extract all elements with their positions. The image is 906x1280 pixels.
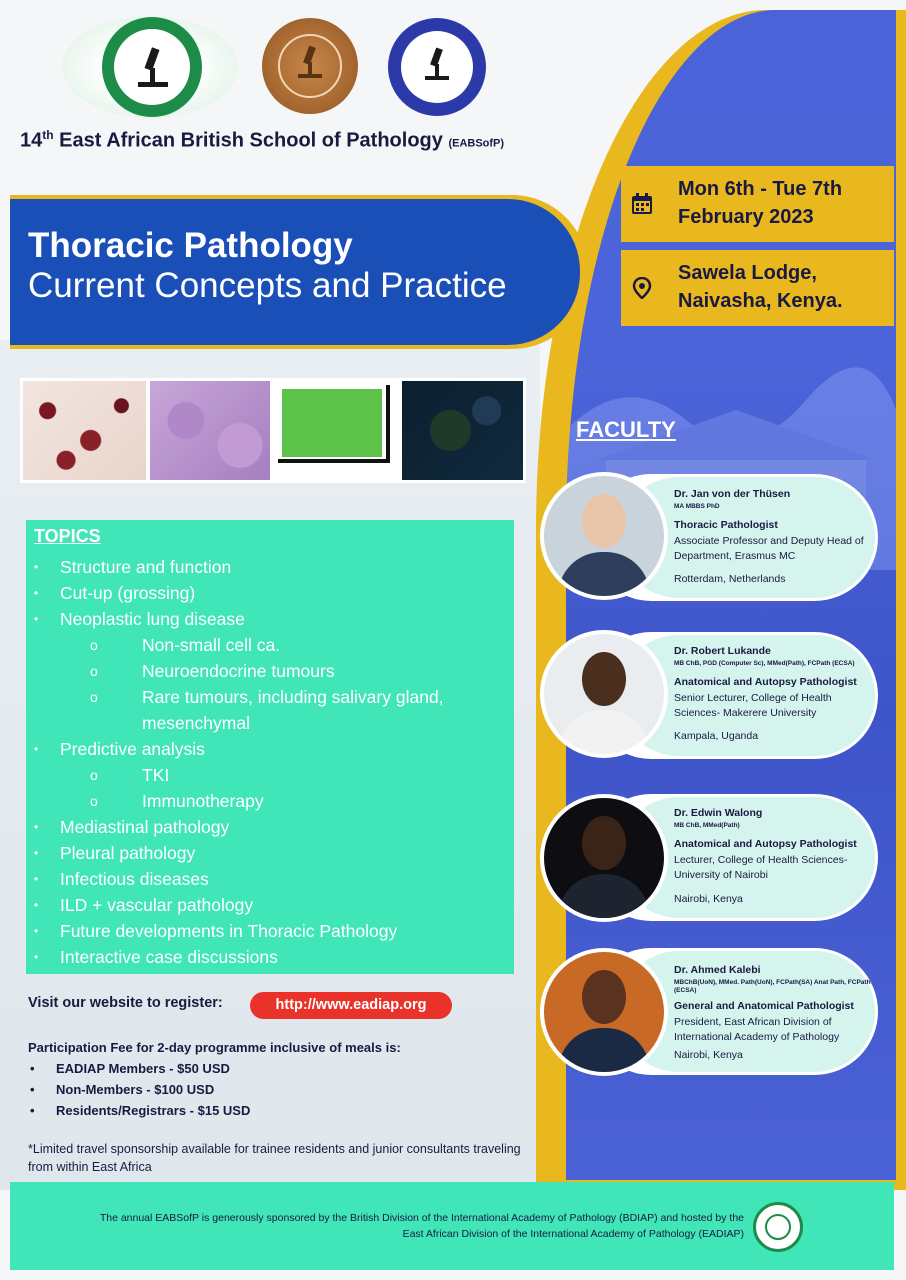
- topic-subitem: o Neuroendocrine tumours: [90, 661, 335, 681]
- microscope-icon: [417, 46, 457, 86]
- school-title: 14th East African British School of Pathology (EABSofP): [20, 128, 505, 152]
- faculty-location: Kampala, Uganda: [674, 730, 759, 742]
- topic-subitem: o TKI: [90, 765, 170, 785]
- location-pin-icon: [631, 277, 653, 299]
- footer-sponsor-text: The annual EABSofP is generously sponsored by the British Division of the International Academy of Pathology (BDIAP) and hosted by the East African Division of the International Academy of Pathology (EADIAP): [99, 1212, 744, 1240]
- topic-item: • Structure and function: [34, 557, 232, 577]
- topics-heading: TOPICS: [34, 526, 101, 546]
- calendar-icon: [631, 193, 653, 215]
- histology-image: [150, 381, 270, 480]
- iap-logo-blue: [388, 18, 486, 116]
- microscope-icon: [126, 44, 178, 94]
- topic-item: • ILD + vascular pathology: [34, 895, 254, 915]
- topic-subitem: o Non-small cell ca.: [90, 635, 281, 655]
- iap-logo-green: [62, 16, 238, 118]
- gross-specimen-image: [274, 381, 398, 480]
- topic-item: • Future developments in Thoracic Pathology: [34, 921, 398, 941]
- fee-item: • EADIAP Members - $50 USD: [30, 1061, 230, 1076]
- venue-line-1: Sawela Lodge,: [678, 262, 817, 284]
- faculty-name: Dr. Robert Lukande: [674, 645, 771, 657]
- faculty-role: General and Anatomical Pathologist: [674, 1000, 854, 1012]
- fee-item: • Non-Members - $100 USD: [30, 1082, 215, 1097]
- faculty-role: Anatomical and Autopsy Pathologist: [674, 676, 857, 688]
- fee-item: • Residents/Registrars - $15 USD: [30, 1103, 251, 1118]
- venue-line-2: Naivasha, Kenya.: [678, 290, 843, 312]
- histology-image-strip: [20, 378, 526, 483]
- sponsorship-note: *Limited travel sponsorship available for trainee residents and junior consultants traveling from within East Africa: [28, 1142, 521, 1174]
- faculty-photo: [540, 472, 668, 600]
- immunofluorescence-image: [402, 381, 523, 480]
- faculty-name: Dr. Edwin Walong: [674, 807, 763, 819]
- faculty-location: Nairobi, Kenya: [674, 1049, 743, 1061]
- topic-subitem: o Immunotherapy: [90, 791, 264, 811]
- faculty-description: Senior Lecturer, College of Health Sciences- Makerere University: [674, 692, 832, 719]
- topic-item: • Mediastinal pathology: [34, 817, 230, 837]
- iap-footer-logo: [753, 1202, 803, 1252]
- register-link[interactable]: http://www.eadiap.org: [250, 992, 452, 1019]
- faculty-name: Dr. Jan von der Thüsen: [674, 488, 791, 500]
- faculty-name: Dr. Ahmed Kalebi: [674, 964, 761, 976]
- fee-heading: Participation Fee for 2-day programme inclusive of meals is:: [28, 1040, 401, 1055]
- register-label: Visit our website to register:: [28, 995, 223, 1011]
- faculty-location: Nairobi, Kenya: [674, 893, 743, 905]
- faculty-credentials: MB ChB, PGD (Computer Sc), MMed(Path), FCPath (ECSA): [674, 660, 855, 667]
- faculty-description: Associate Professor and Deputy Head of Department, Erasmus MC: [674, 535, 864, 562]
- faculty-photo: [540, 630, 668, 758]
- date-line-2: February 2023: [678, 206, 814, 228]
- date-box: [621, 166, 894, 242]
- venue-box: [621, 250, 894, 326]
- faculty-credentials: MA MBBS PhD: [674, 503, 720, 510]
- topic-subitem-continuation: mesenchymal: [142, 713, 250, 733]
- faculty-description: Lecturer, College of Health Sciences- University of Nairobi: [674, 854, 848, 881]
- topic-subitem: o Rare tumours, including salivary gland,: [90, 687, 444, 707]
- topic-item: • Interactive case discussions: [34, 947, 278, 967]
- course-title: Thoracic Pathology: [28, 226, 353, 265]
- footer: [10, 1182, 894, 1270]
- course-subtitle: Current Concepts and Practice: [28, 266, 507, 305]
- cytology-image: [23, 381, 146, 480]
- faculty-credentials: MB ChB, MMed(Path): [674, 822, 740, 829]
- iap-logo-bronze: [262, 18, 358, 114]
- faculty-photo: [540, 948, 668, 1076]
- faculty-description: President, East African Division of International Academy of Pathology: [674, 1016, 840, 1043]
- faculty-role: Thoracic Pathologist: [674, 519, 778, 531]
- topic-item: • Pleural pathology: [34, 843, 196, 863]
- date-line-1: Mon 6th - Tue 7th: [678, 178, 843, 200]
- faculty-credentials: MBChB(UoN), MMed. Path(UoN), FCPath(SA) Anat Path, FCPath (ECSA): [674, 979, 871, 994]
- topic-item: • Cut-up (grossing): [34, 583, 196, 603]
- topic-item: • Predictive analysis: [34, 739, 205, 759]
- topic-item: • Neoplastic lung disease: [34, 609, 245, 629]
- faculty-role: Anatomical and Autopsy Pathologist: [674, 838, 857, 850]
- faculty-location: Rotterdam, Netherlands: [674, 573, 786, 585]
- faculty-heading: FACULTY: [576, 417, 676, 442]
- topic-item: • Infectious diseases: [34, 869, 209, 889]
- microscope-icon: [290, 44, 330, 84]
- faculty-photo: [540, 794, 668, 922]
- topics-panel: [26, 520, 514, 974]
